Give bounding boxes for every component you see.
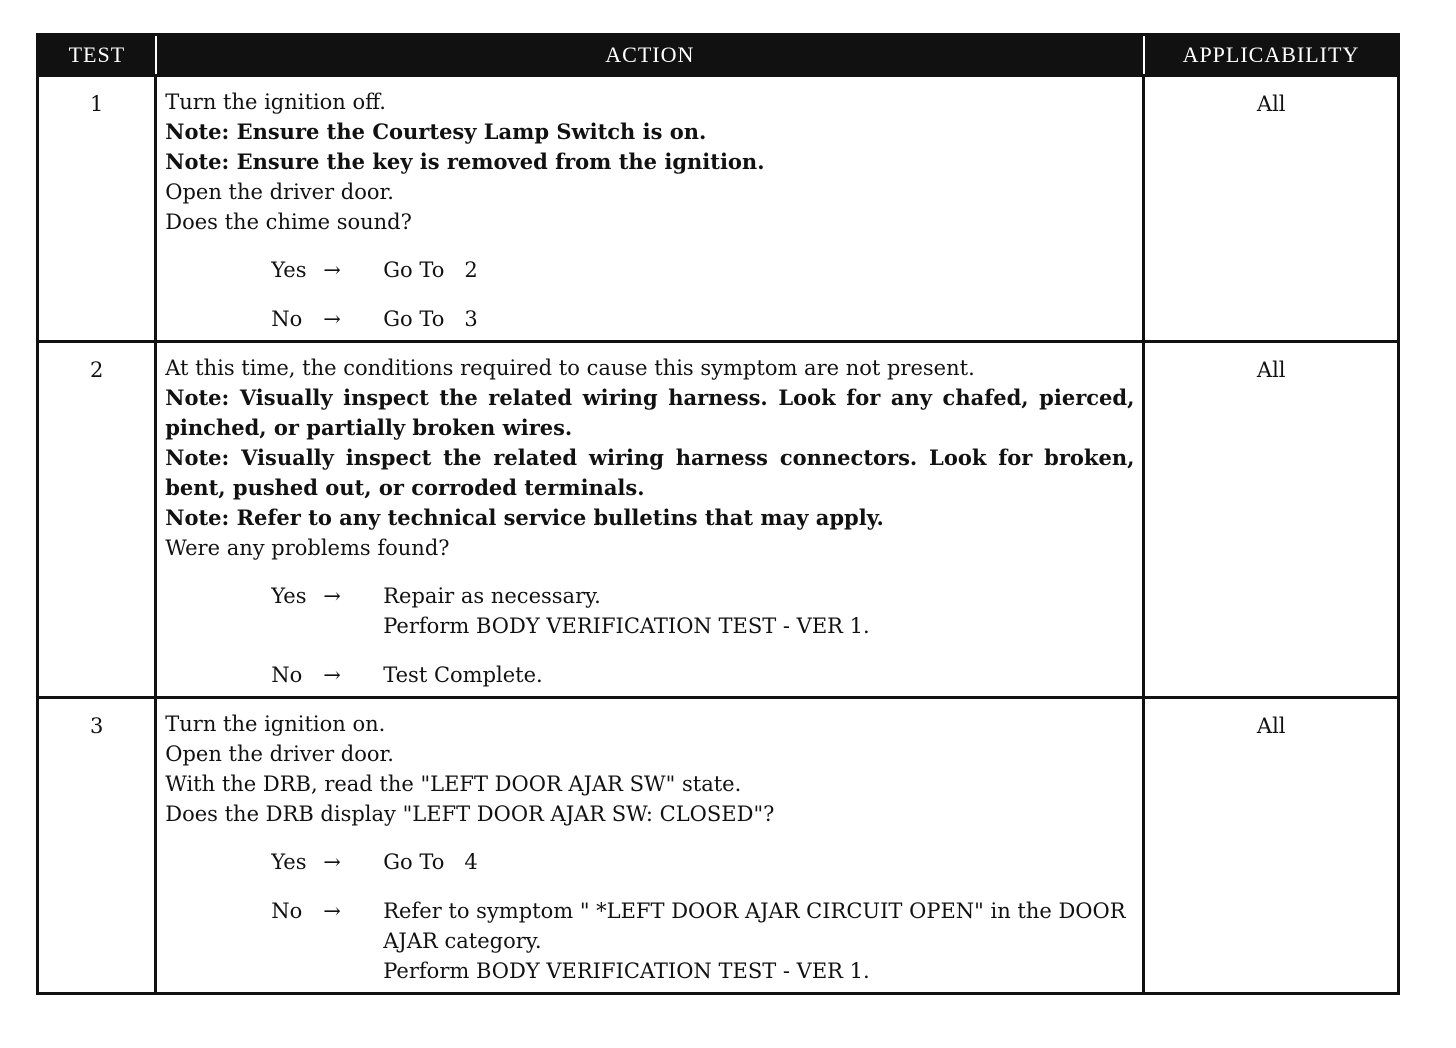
action-line: With the DRB, read the "LEFT DOOR AJAR SW" state. (165, 772, 742, 796)
answer-line: Go To 3 (383, 307, 478, 331)
answer-line: Perform BODY VERIFICATION TEST - VER 1. (383, 614, 870, 638)
answer-line: Test Complete. (383, 663, 543, 687)
diagnostic-test-table (36, 33, 1400, 995)
answer-line: Refer to symptom " *LEFT DOOR AJAR CIRCUIT OPEN" in the DOOR AJAR category. (383, 899, 1126, 953)
action-line: At this time, the conditions required to cause this symptom are not present. (165, 356, 975, 380)
action-note: Note: Visually inspect the related wiring harness. Look for any chafed, pierced, pinched, or partially broken wires. (165, 385, 1135, 440)
answer-label: Yes (271, 850, 307, 874)
action-cell (156, 698, 1144, 994)
answer-yes (271, 847, 1134, 877)
answer-line: Go To 4 (383, 850, 478, 874)
table-row (38, 342, 1399, 698)
answer-list (165, 847, 1134, 986)
header-applicability: APPLICABILITY (1144, 35, 1399, 76)
answer-no (271, 660, 1134, 690)
action-note: Note: Ensure the key is removed from the ignition. (165, 149, 765, 174)
action-note: Note: Ensure the Courtesy Lamp Switch is on. (165, 119, 707, 144)
answer-no (271, 304, 1134, 334)
action-question: Were any problems found? (165, 536, 450, 560)
answer-yes (271, 255, 1134, 285)
right-arrow-icon: → (323, 258, 341, 282)
right-arrow-icon: → (323, 850, 341, 874)
answer-yes (271, 581, 1134, 641)
answer-list (165, 581, 1134, 690)
answer-result (383, 847, 1134, 877)
answer-list (165, 255, 1134, 334)
applicability-value: All (1144, 698, 1399, 994)
action-line: Open the driver door. (165, 742, 394, 766)
right-arrow-icon: → (323, 307, 341, 331)
answer-result (383, 255, 1134, 285)
test-number: 1 (38, 76, 156, 342)
right-arrow-icon: → (323, 663, 341, 687)
answer-line: Repair as necessary. (383, 584, 601, 608)
answer-result (383, 581, 1134, 641)
answer-result (383, 896, 1134, 986)
test-number: 3 (38, 698, 156, 994)
action-line: Turn the ignition off. (165, 90, 386, 114)
right-arrow-icon: → (323, 899, 341, 923)
answer-label: No (271, 307, 303, 331)
action-cell (156, 76, 1144, 342)
test-number: 2 (38, 342, 156, 698)
answer-label: Yes (271, 258, 307, 282)
action-line: Turn the ignition on. (165, 712, 386, 736)
answer-label: No (271, 899, 303, 923)
header-test: TEST (38, 35, 156, 76)
header-action: ACTION (156, 35, 1144, 76)
answer-result (383, 660, 1134, 690)
action-cell (156, 342, 1144, 698)
action-line: Open the driver door. (165, 180, 394, 204)
table-body (38, 76, 1399, 994)
answer-label: Yes (271, 584, 307, 608)
answer-line: Perform BODY VERIFICATION TEST - VER 1. (383, 959, 870, 983)
action-question: Does the DRB display "LEFT DOOR AJAR SW: CLOSED"? (165, 802, 775, 826)
right-arrow-icon: → (323, 584, 341, 608)
answer-result (383, 304, 1134, 334)
answer-label: No (271, 663, 303, 687)
answer-no (271, 896, 1134, 986)
applicability-value: All (1144, 342, 1399, 698)
action-note: Note: Visually inspect the related wiring harness connectors. Look for broken, bent, pushed out, or corroded terminals. (165, 445, 1135, 500)
table-row (38, 76, 1399, 342)
answer-line: Go To 2 (383, 258, 478, 282)
applicability-value: All (1144, 76, 1399, 342)
action-note: Note: Refer to any technical service bulletins that may apply. (165, 505, 884, 530)
table-row (38, 698, 1399, 994)
action-question: Does the chime sound? (165, 210, 412, 234)
table-header-row (38, 35, 1399, 76)
